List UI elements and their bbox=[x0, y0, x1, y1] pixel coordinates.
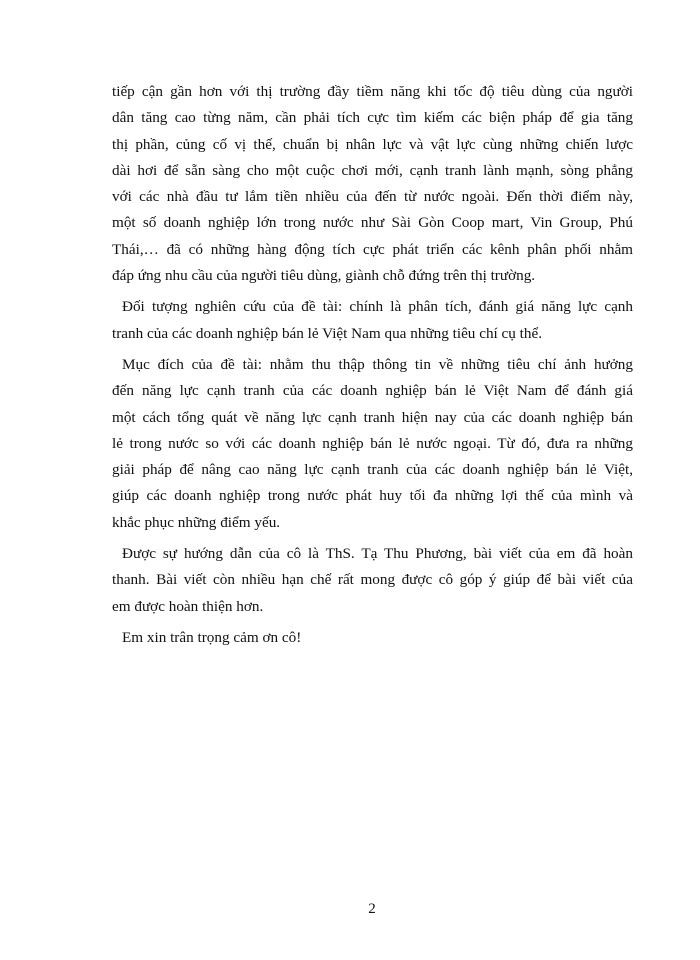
text-line: Mục đích của đề tài: nhằm thu thập thông tin về những tiêu chí ảnh hưởng bbox=[122, 355, 633, 373]
body-text bbox=[112, 79, 633, 651]
text-line: tiếp cận gần hơn với thị trường đầy tiềm năng khi tốc độ tiêu dùng của người bbox=[112, 83, 633, 100]
text-line: dân tăng cao từng năm, cần phải tích cực tìm kiếm các biện pháp để gia tăng bbox=[112, 109, 633, 127]
text-line: tranh của các doanh nghiệp bán lẻ Việt Nam qua những tiêu chí cụ thể. bbox=[112, 324, 543, 342]
text-line: em được hoàn thiện hơn. bbox=[112, 597, 264, 615]
text-line: với các nhà đầu tư lắm tiền nhiều của đến từ nước ngoài. Đến thời điểm này, bbox=[112, 188, 633, 206]
text-line: thị phần, củng cố vị thế, chuẩn bị nhân lực và vật lực cùng những chiến lược bbox=[112, 135, 633, 153]
text-line: dài hơi để sẵn sàng cho một cuộc chơi mới, cạnh tranh lành mạnh, sòng phẳng bbox=[112, 161, 633, 179]
paragraph-1 bbox=[112, 79, 633, 289]
text-line: Đối tượng nghiên cứu của đề tài: chính là phân tích, đánh giá năng lực cạnh bbox=[122, 298, 633, 316]
paragraph-4 bbox=[112, 541, 633, 620]
paragraph-5 bbox=[112, 625, 633, 651]
text-line: đáp ứng nhu cầu của người tiêu dùng, giành chỗ đứng trên thị trường. bbox=[112, 267, 536, 285]
page-number: 2 bbox=[368, 901, 376, 917]
text-line: đến năng lực cạnh tranh của các doanh nghiệp bán lẻ Việt Nam để đánh giá bbox=[112, 382, 633, 400]
text-line: khắc phục những điểm yếu. bbox=[112, 513, 281, 531]
text-line: giải pháp để nâng cao năng lực cạnh tranh của các doanh nghiệp bán lẻ Việt, bbox=[112, 461, 633, 479]
text-line: Được sự hướng dẫn của cô là ThS. Tạ Thu Phương, bài viết của em đã hoàn bbox=[122, 545, 633, 563]
text-line: Em xin trân trọng cảm ơn cô! bbox=[122, 628, 302, 646]
text-line: thanh. Bài viết còn nhiều hạn chế rất mong được cô góp ý giúp để bài viết của bbox=[112, 571, 633, 589]
paragraph-3 bbox=[112, 352, 633, 536]
text-line: Thái,… đã có những hàng động tích cực phát triển các kênh phân phối nhằm bbox=[112, 240, 633, 258]
paragraph-2 bbox=[112, 294, 633, 347]
text-line: một cách tổng quát về năng lực cạnh tranh hiện nay của các doanh nghiệp bán bbox=[112, 408, 633, 426]
text-line: một số doanh nghiệp lớn trong nước như Sài Gòn Coop mart, Vin Group, Phú bbox=[112, 214, 633, 232]
text-line: giúp các doanh nghiệp trong nước phát huy tối đa những lợi thế của mình và bbox=[112, 487, 633, 505]
text-line: lẻ trong nước so với các doanh nghiệp bán lẻ nước ngoại. Từ đó, đưa ra những bbox=[112, 434, 633, 452]
